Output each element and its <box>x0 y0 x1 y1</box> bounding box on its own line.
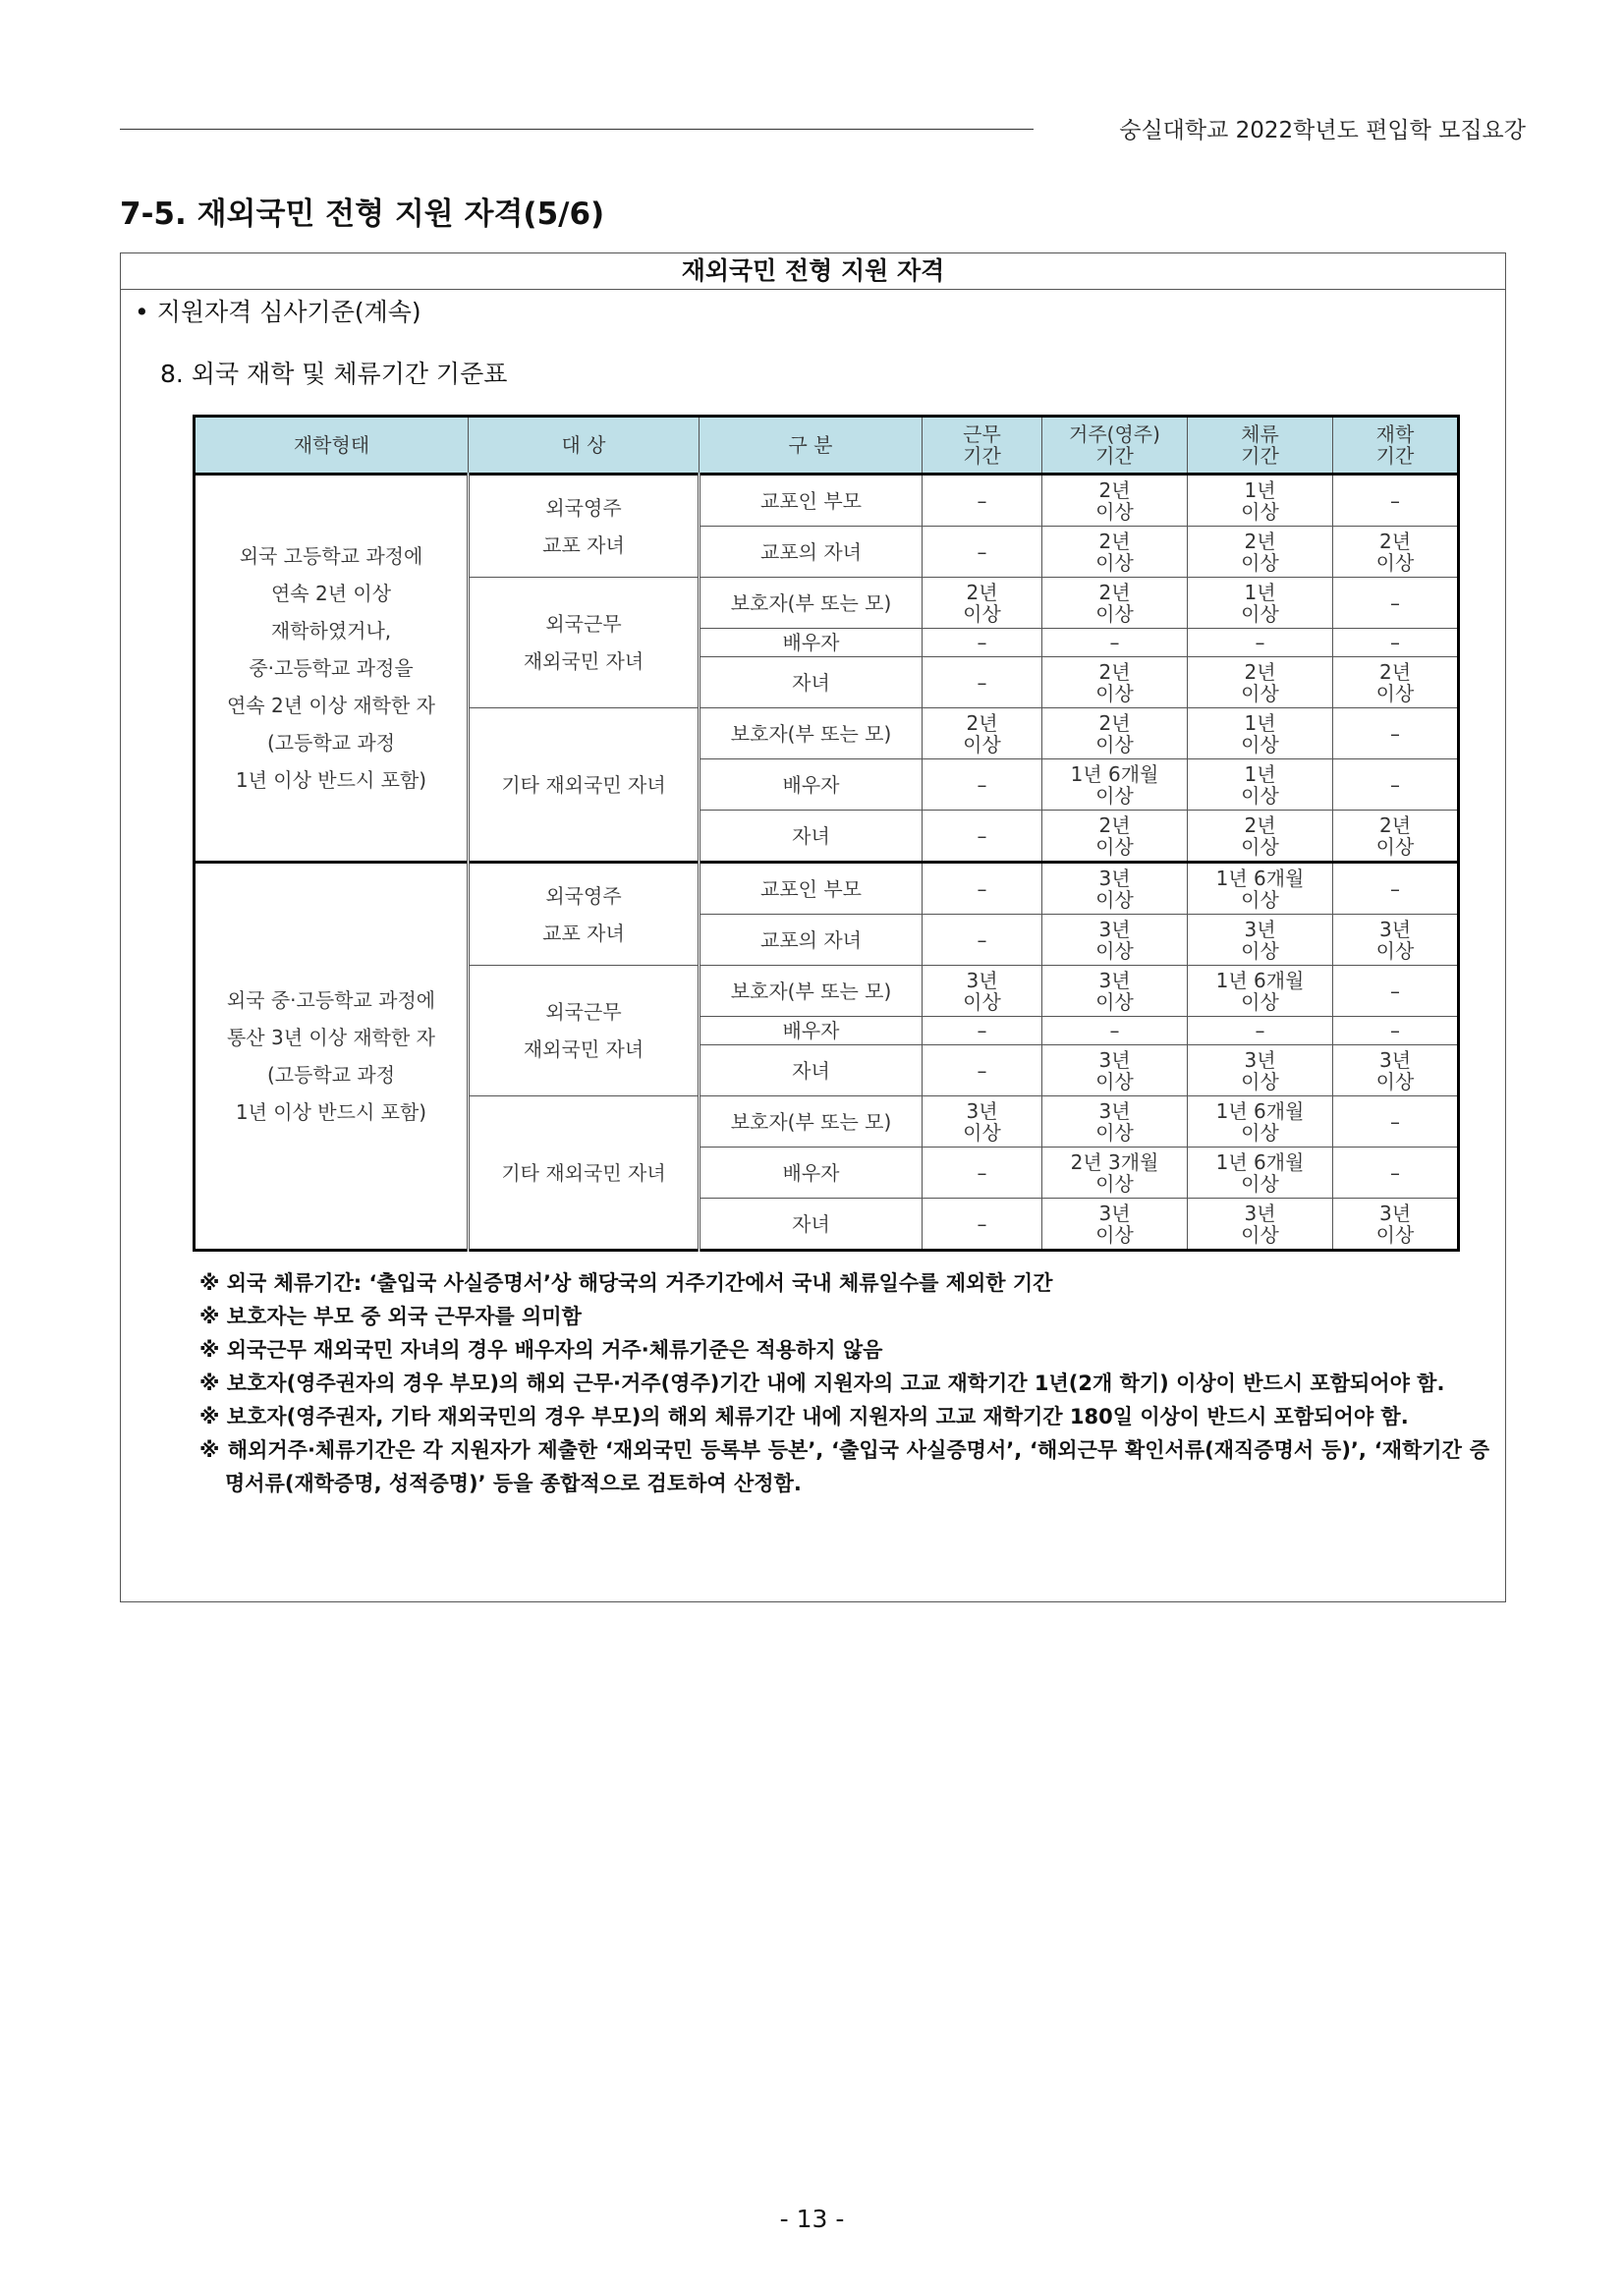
note-item: ※ 해외거주·체류기간은 각 지원자가 제출한 ‘재외국민 등록부 등본’, ‘출입국 사실증명서’, ‘해외근무 확인서류(재직증명서 등)’, ‘재학기간 증명서류(재학증명, 성적증명)’ 등을 종합적으로 검토하여 산정함. <box>199 1438 1489 1495</box>
header-study-period: 재학 기간 <box>1333 417 1459 475</box>
work-period-cell: – <box>923 811 1042 863</box>
residence-period-cell: 3년 이상 <box>1042 966 1188 1017</box>
table-row <box>195 863 1459 915</box>
category-cell: 보호자(부 또는 모) <box>700 966 923 1017</box>
note-item: ※ 보호자(영주권자, 기타 재외국민의 경우 부모)의 해외 체류기간 내에 지원자의 고교 재학기간 180일 이상이 반드시 포함되어야 함. <box>199 1405 1409 1428</box>
work-period-cell: – <box>923 1199 1042 1251</box>
residence-period-cell: 3년 이상 <box>1042 1096 1188 1148</box>
residence-period-cell: 2년 이상 <box>1042 475 1188 527</box>
study-period-cell: 3년 이상 <box>1333 915 1459 966</box>
residence-period-cell: 2년 이상 <box>1042 657 1188 708</box>
stay-period-table <box>193 415 1460 1252</box>
work-period-cell: – <box>923 629 1042 657</box>
stay-period-cell: 1년 이상 <box>1188 578 1333 629</box>
note-item: ※ 외국 체류기간: ‘출입국 사실증명서’상 해당국의 거주기간에서 국내 체류일수를 제외한 기간 <box>199 1271 1053 1295</box>
residence-period-cell: 2년 이상 <box>1042 811 1188 863</box>
table-row <box>195 475 1459 527</box>
stay-period-cell: 1년 이상 <box>1188 759 1333 811</box>
work-period-cell: – <box>923 1017 1042 1045</box>
category-cell: 배우자 <box>700 1148 923 1199</box>
header-target: 대 상 <box>469 417 700 475</box>
stay-period-cell: 1년 6개월 이상 <box>1188 966 1333 1017</box>
target-cell: 외국근무 재외국민 자녀 <box>469 578 700 708</box>
stay-period-cell: 1년 이상 <box>1188 708 1333 759</box>
residence-period-cell: 2년 이상 <box>1042 578 1188 629</box>
study-period-cell: – <box>1333 475 1459 527</box>
work-period-cell: – <box>923 1148 1042 1199</box>
header-work-period: 근무 기간 <box>923 417 1042 475</box>
note-item: ※ 보호자는 부모 중 외국 근무자를 의미함 <box>199 1305 582 1328</box>
stay-period-cell: 1년 이상 <box>1188 475 1333 527</box>
category-cell: 보호자(부 또는 모) <box>700 578 923 629</box>
work-period-cell: – <box>923 527 1042 578</box>
study-period-cell: – <box>1333 863 1459 915</box>
table-header-row <box>195 417 1459 475</box>
residence-period-cell: – <box>1042 1017 1188 1045</box>
residence-period-cell: 3년 이상 <box>1042 1045 1188 1096</box>
table-subheading: 8. 외국 재학 및 체류기간 기준표 <box>160 360 508 388</box>
category-cell: 교포인 부모 <box>700 863 923 915</box>
section-title: 7-5. 재외국민 전형 지원 자격(5/6) <box>120 196 605 232</box>
stay-period-cell: 1년 6개월 이상 <box>1188 1096 1333 1148</box>
stay-period-cell: 3년 이상 <box>1188 915 1333 966</box>
study-period-cell: 2년 이상 <box>1333 527 1459 578</box>
notes-list <box>199 1266 1489 1500</box>
box-title: 재외국민 전형 지원 자격 <box>121 253 1505 290</box>
residence-period-cell: 3년 이상 <box>1042 863 1188 915</box>
stay-period-cell: 2년 이상 <box>1188 527 1333 578</box>
header-stay-period: 체류 기간 <box>1188 417 1333 475</box>
header-category: 구 분 <box>700 417 923 475</box>
study-period-cell: – <box>1333 708 1459 759</box>
stay-period-cell: 2년 이상 <box>1188 657 1333 708</box>
stay-period-cell: 1년 6개월 이상 <box>1188 1148 1333 1199</box>
category-cell: 자녀 <box>700 1045 923 1096</box>
study-period-cell: 3년 이상 <box>1333 1199 1459 1251</box>
category-cell: 교포의 자녀 <box>700 915 923 966</box>
residence-period-cell: 2년 3개월 이상 <box>1042 1148 1188 1199</box>
stay-period-cell: 1년 6개월 이상 <box>1188 863 1333 915</box>
work-period-cell: – <box>923 1045 1042 1096</box>
header-residence-period: 거주(영주) 기간 <box>1042 417 1188 475</box>
category-cell: 배우자 <box>700 759 923 811</box>
page-number: - 13 - <box>779 2205 845 2233</box>
target-cell: 외국영주 교포 자녀 <box>469 475 700 578</box>
work-period-cell: – <box>923 475 1042 527</box>
study-period-cell: – <box>1333 1017 1459 1045</box>
residence-period-cell: 3년 이상 <box>1042 915 1188 966</box>
criteria-bullet: • 지원자격 심사기준(계속) <box>135 298 421 326</box>
work-period-cell: 2년 이상 <box>923 578 1042 629</box>
work-period-cell: – <box>923 863 1042 915</box>
work-period-cell: 3년 이상 <box>923 1096 1042 1148</box>
stay-period-cell: 3년 이상 <box>1188 1199 1333 1251</box>
category-cell: 보호자(부 또는 모) <box>700 708 923 759</box>
category-cell: 자녀 <box>700 811 923 863</box>
study-period-cell: – <box>1333 629 1459 657</box>
stay-period-cell: 3년 이상 <box>1188 1045 1333 1096</box>
target-cell: 기타 재외국민 자녀 <box>469 1096 700 1251</box>
stay-period-cell: – <box>1188 1017 1333 1045</box>
study-period-cell: – <box>1333 1148 1459 1199</box>
stay-period-cell: 2년 이상 <box>1188 811 1333 863</box>
note-item: ※ 보호자(영주권자의 경우 부모)의 해외 근무·거주(영주)기간 내에 지원자의 고교 재학기간 1년(2개 학기) 이상이 반드시 포함되어야 함. <box>199 1372 1445 1395</box>
residence-period-cell: 3년 이상 <box>1042 1199 1188 1251</box>
residence-period-cell: 2년 이상 <box>1042 708 1188 759</box>
work-period-cell: – <box>923 657 1042 708</box>
work-period-cell: – <box>923 915 1042 966</box>
study-type-cell: 외국 중·고등학교 과정에 통산 3년 이상 재학한 자 (고등학교 과정 1년 이상 반드시 포함) <box>195 863 469 1251</box>
target-cell: 외국영주 교포 자녀 <box>469 863 700 966</box>
category-cell: 배우자 <box>700 1017 923 1045</box>
work-period-cell: 3년 이상 <box>923 966 1042 1017</box>
target-cell: 외국근무 재외국민 자녀 <box>469 966 700 1096</box>
running-header: 숭실대학교 2022학년도 편입학 모집요강 <box>1119 118 1526 143</box>
category-cell: 교포의 자녀 <box>700 527 923 578</box>
residence-period-cell: – <box>1042 629 1188 657</box>
eligibility-box <box>120 252 1506 1602</box>
study-period-cell: – <box>1333 966 1459 1017</box>
study-period-cell: – <box>1333 1096 1459 1148</box>
stay-period-cell: – <box>1188 629 1333 657</box>
study-period-cell: 2년 이상 <box>1333 657 1459 708</box>
study-type-cell: 외국 고등학교 과정에 연속 2년 이상 재학하였거나, 중·고등학교 과정을 연속 2년 이상 재학한 자 (고등학교 과정 1년 이상 반드시 포함) <box>195 475 469 863</box>
category-cell: 자녀 <box>700 657 923 708</box>
category-cell: 교포인 부모 <box>700 475 923 527</box>
header-rule <box>120 129 1034 130</box>
category-cell: 자녀 <box>700 1199 923 1251</box>
work-period-cell: – <box>923 759 1042 811</box>
header-type: 재학형태 <box>195 417 469 475</box>
residence-period-cell: 2년 이상 <box>1042 527 1188 578</box>
study-period-cell: – <box>1333 759 1459 811</box>
work-period-cell: 2년 이상 <box>923 708 1042 759</box>
study-period-cell: 2년 이상 <box>1333 811 1459 863</box>
study-period-cell: – <box>1333 578 1459 629</box>
residence-period-cell: 1년 6개월 이상 <box>1042 759 1188 811</box>
category-cell: 배우자 <box>700 629 923 657</box>
category-cell: 보호자(부 또는 모) <box>700 1096 923 1148</box>
study-period-cell: 3년 이상 <box>1333 1045 1459 1096</box>
note-item: ※ 외국근무 재외국민 자녀의 경우 배우자의 거주·체류기준은 적용하지 않음 <box>199 1338 883 1362</box>
target-cell: 기타 재외국민 자녀 <box>469 708 700 863</box>
